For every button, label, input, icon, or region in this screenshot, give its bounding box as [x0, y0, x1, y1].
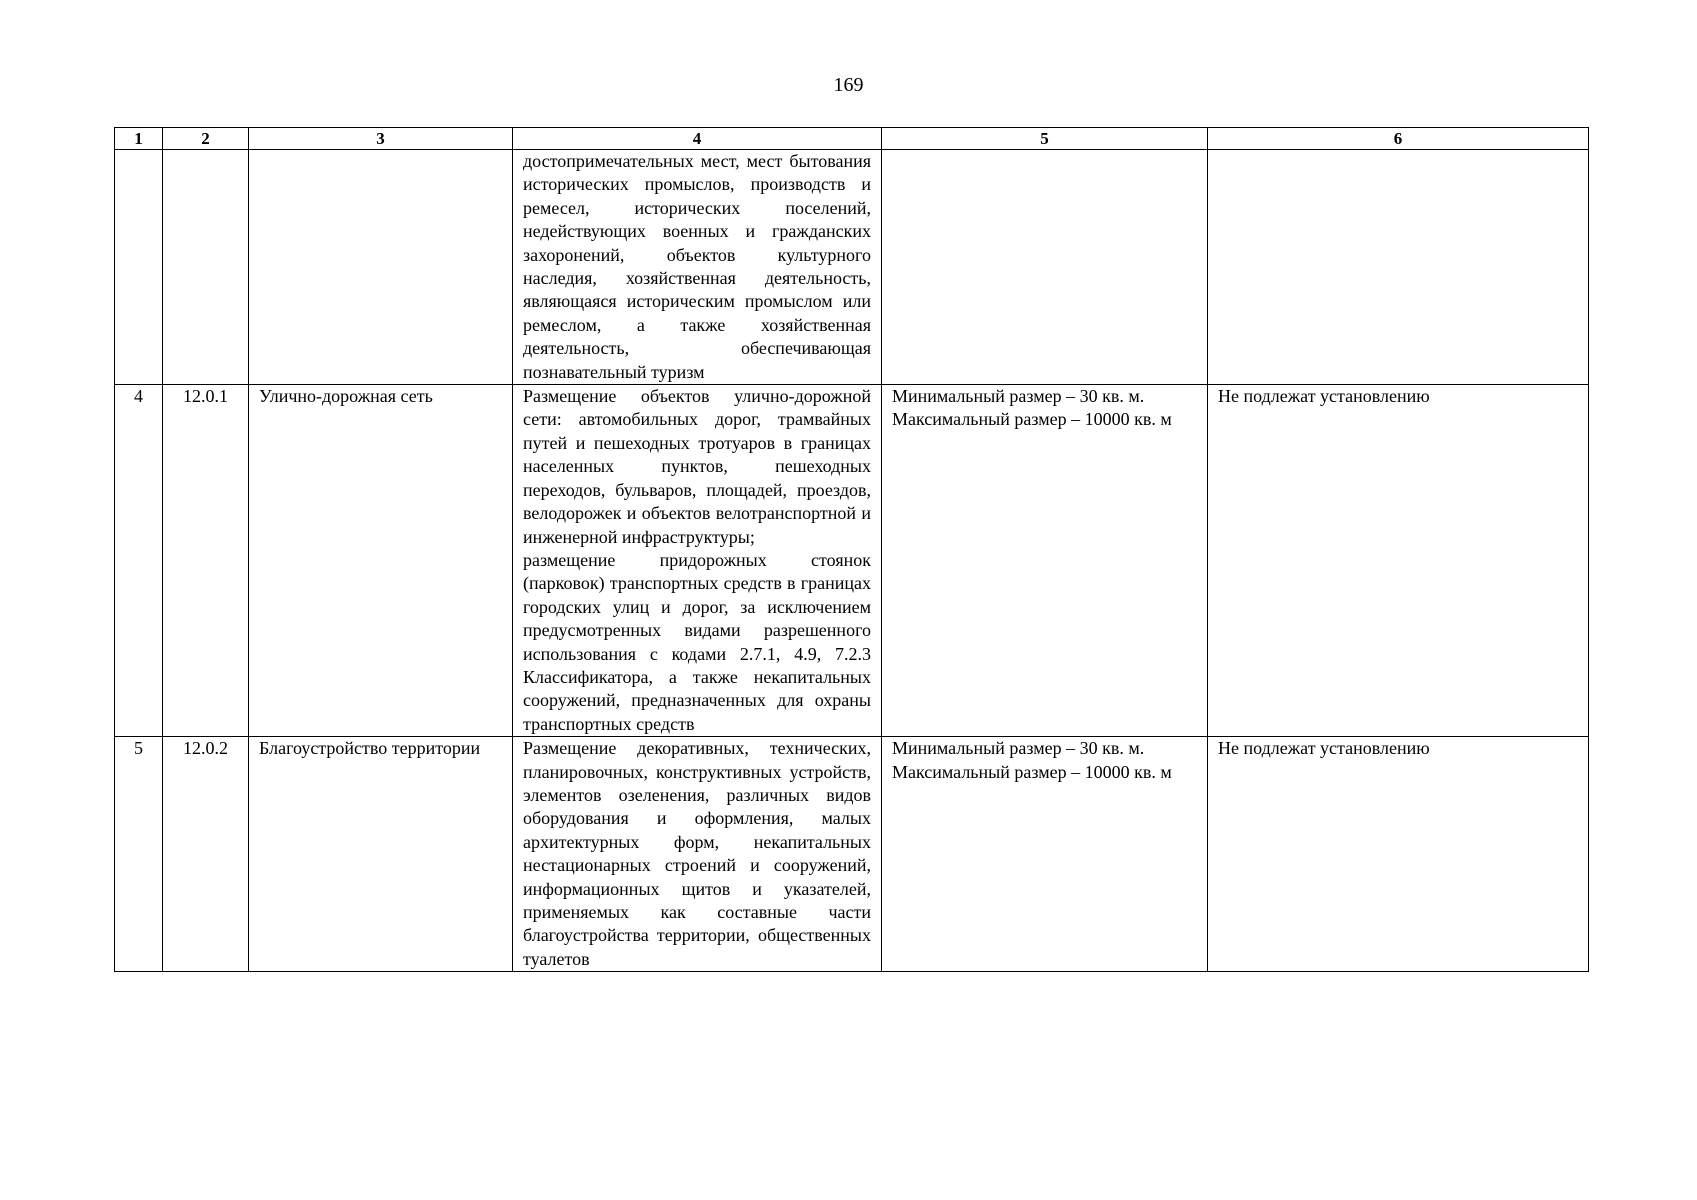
row-size-cell [882, 150, 1208, 385]
row-code-cell [163, 150, 249, 385]
row-description-cell [513, 150, 882, 385]
description-paragraph: размещение придорожных стоянок (парковок) транспортных средств в границах городских улиц и дорог, за исключением предусмотренных видами разрешенного использования с кодами 2.7.1, 4.9, 7.2.3 Классификатора, а также некапитальных сооружений, предназначенных для охраны транспортных средств [523, 549, 871, 734]
row-restrictions-cell: Не подлежат установлению [1208, 385, 1589, 737]
row-number-cell: 5 [115, 737, 163, 972]
column-header-2: 2 [163, 128, 249, 150]
table-row [115, 385, 1589, 737]
page-number: 169 [833, 74, 864, 96]
row-code-cell: 12.0.2 [163, 737, 249, 972]
zoning-table [114, 127, 1589, 972]
column-header-3: 3 [249, 128, 513, 150]
description-paragraph: Размещение декоративных, технических, планировочных, конструктивных устройств, элементов озеленения, различных видов оборудования и оформления, малых архитектурных форм, некапитальных нестационарных строений и сооружений, информационных щитов и указателей, применяемых как составные части благоустройства территории, общественных туалетов [523, 738, 871, 969]
row-size-cell: Минимальный размер – 30 кв. м. Максимальный размер – 10000 кв. м [882, 385, 1208, 737]
row-number-cell [115, 150, 163, 385]
row-restrictions-cell [1208, 150, 1589, 385]
table-row-continuation [115, 150, 1589, 385]
row-name-cell: Улично-дорожная сеть [249, 385, 513, 737]
table-header-row [115, 128, 1589, 150]
column-header-4: 4 [513, 128, 882, 150]
column-header-6: 6 [1208, 128, 1589, 150]
column-header-5: 5 [882, 128, 1208, 150]
row-number-cell: 4 [115, 385, 163, 737]
description-paragraph: Размещение объектов улично-дорожной сети: автомобильных дорог, трамвайных путей и пешеходных тротуаров в границах населенных пунктов, пешеходных переходов, бульваров, площадей, проездов, велодорожек и объектов велотранспортной и инженерной инфраструктуры; [523, 386, 871, 547]
row-restrictions-cell: Не подлежат установлению [1208, 737, 1589, 972]
column-header-1: 1 [115, 128, 163, 150]
description-paragraph: достопримечательных мест, мест бытования исторических промыслов, производств и ремесел, исторических поселений, недействующих военных и гражданских захоронений, объектов культурного наследия, хозяйственная деятельность, являющаяся историческим промыслом или ремеслом, а также хозяйственная деятельность, обеспечивающая познавательный туризм [523, 151, 871, 382]
row-size-cell: Минимальный размер – 30 кв. м. Максимальный размер – 10000 кв. м [882, 737, 1208, 972]
row-code-cell: 12.0.1 [163, 385, 249, 737]
row-description-cell [513, 737, 882, 972]
row-name-cell: Благоустройство территории [249, 737, 513, 972]
table-row [115, 737, 1589, 972]
row-description-cell [513, 385, 882, 737]
row-name-cell [249, 150, 513, 385]
